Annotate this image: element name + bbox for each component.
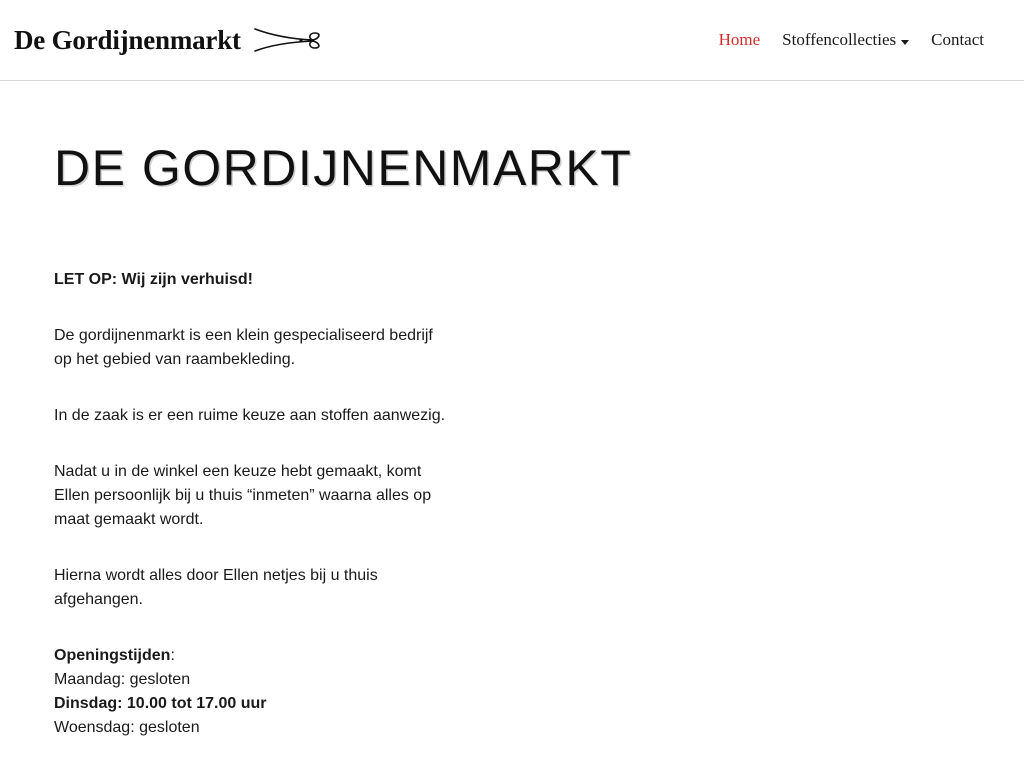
nav-item-contact[interactable]	[931, 30, 984, 50]
opening-hours-tuesday	[54, 692, 454, 716]
nav-item-contact-label: Contact	[931, 30, 984, 49]
chevron-down-icon[interactable]	[901, 40, 909, 45]
nav-item-stoffencollecties[interactable]	[782, 30, 909, 50]
opening-hours-heading-suffix: :	[170, 647, 175, 664]
nav-item-home[interactable]	[719, 30, 761, 50]
paragraph-intro: De gordijnenmarkt is een klein gespecialiseerd bedrijf op het gebied van raambekleding.	[54, 327, 433, 368]
opening-hours-monday: Maandag: gesloten	[54, 671, 191, 688]
page-title: DE GORDIJNENMARKT	[54, 140, 633, 196]
scissors-icon	[251, 23, 323, 57]
opening-hours-wednesday: Woensdag: gesloten	[54, 719, 200, 736]
opening-hours-heading	[54, 644, 454, 668]
relocation-notice-text: LET OP: Wij zijn verhuisd!	[54, 271, 253, 288]
page-content	[0, 141, 1024, 740]
paragraph-hanging: Hierna wordt alles door Ellen netjes bij u thuis afgehangen.	[54, 567, 378, 608]
opening-hours-heading-label: Openingstijden	[54, 647, 171, 664]
site-logo-link[interactable]	[14, 23, 323, 57]
article-body	[54, 268, 454, 740]
nav-item-stoffencollecties-label: Stoffencollecties	[782, 30, 897, 49]
site-title: De Gordijnenmarkt	[14, 24, 241, 55]
paragraph-fabrics: In de zaak is er een ruime keuze aan stoffen aanwezig.	[54, 407, 446, 424]
paragraph-measuring: Nadat u in de winkel een keuze hebt gemaakt, komt Ellen persoonlijk bij u thuis “inmeten” waarna alles op maat gemaakt wordt.	[54, 463, 432, 528]
relocation-notice	[54, 268, 454, 292]
site-header	[0, 0, 1024, 81]
opening-hours-tuesday-label: Dinsdag: 10.00 tot 17.00 uur	[54, 695, 267, 712]
opening-hours	[54, 644, 454, 740]
nav-item-home-label: Home	[718, 30, 761, 49]
main-navigation	[719, 30, 984, 50]
